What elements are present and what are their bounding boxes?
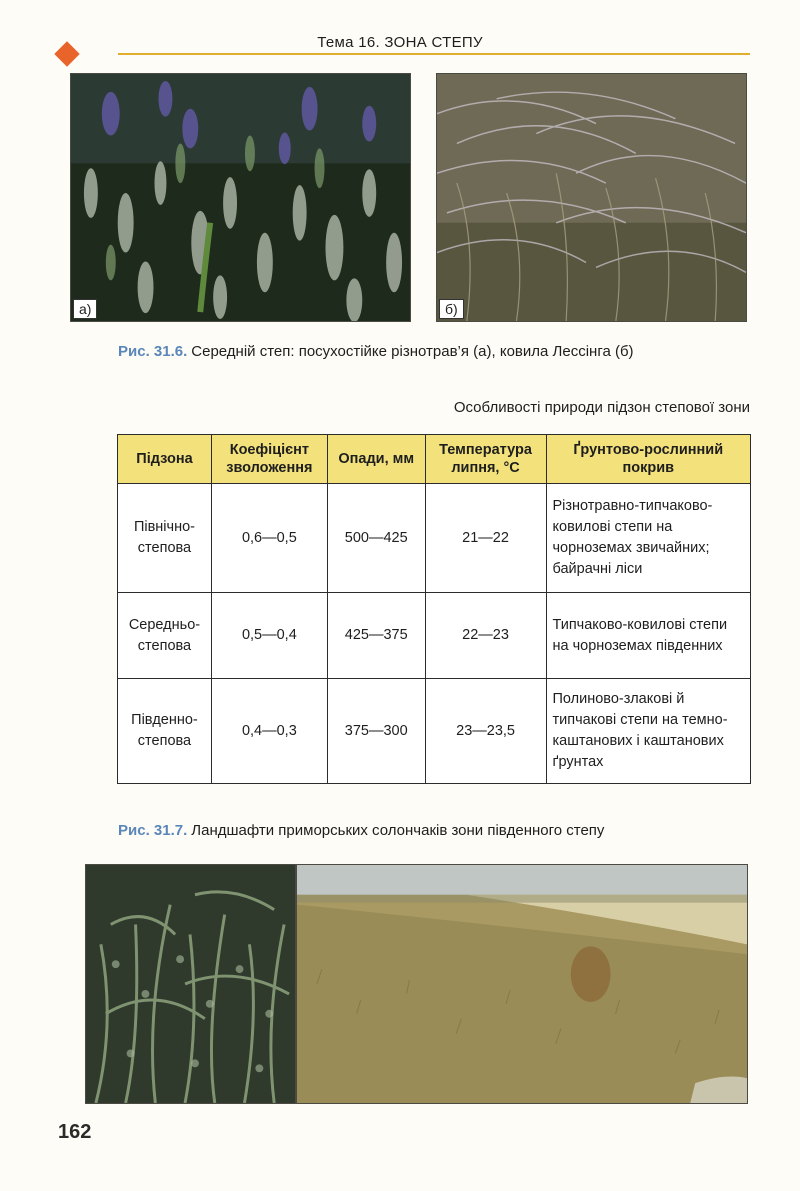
figure-31-6-number: Рис. 31.6. xyxy=(118,343,188,360)
header-precipitation: Опади, мм xyxy=(327,435,425,484)
page-header-title: Тема 16. ЗОНА СТЕПУ xyxy=(317,34,483,51)
photo-feather-grass-image xyxy=(437,74,746,321)
figure-31-7-caption xyxy=(118,822,604,839)
photo-forbs xyxy=(70,73,411,322)
table-title: Особливості природи підзон степової зони xyxy=(453,399,750,416)
photo-saltmarsh-landscape xyxy=(296,864,748,1104)
header-soil-vegetation: Ґрунтово-рослинний покрив xyxy=(546,435,751,484)
cell-subzone: Середньо-степова xyxy=(118,593,212,679)
photo-label-a: а) xyxy=(73,299,97,319)
figure-31-7-number: Рис. 31.7. xyxy=(118,822,188,839)
cell-soil-vegetation: Різнотравно-типчаково-ковилові степи на чорноземах звичайних; байрачні ліси xyxy=(546,484,751,593)
table-row xyxy=(118,593,751,679)
photo-saltmarsh-landscape-image xyxy=(297,865,747,1103)
header-july-temperature: Температура липня, °С xyxy=(425,435,546,484)
table-header-row xyxy=(118,435,751,484)
header-moisture-coefficient: Коефіцієнт зволоження xyxy=(211,435,327,484)
photo-label-b: б) xyxy=(439,299,464,319)
cell-july-temperature: 23—23,5 xyxy=(425,679,546,784)
cell-subzone: Південно-степова xyxy=(118,679,212,784)
photo-saltmarsh-plants xyxy=(85,864,296,1104)
table-row xyxy=(118,679,751,784)
cell-moisture-coefficient: 0,5—0,4 xyxy=(211,593,327,679)
header-rule xyxy=(118,53,750,55)
figure-31-6-caption xyxy=(118,343,634,360)
cell-precipitation: 375—300 xyxy=(327,679,425,784)
figure-31-7-text: Ландшафти приморських солончаків зони південного степу xyxy=(191,822,605,839)
cell-soil-vegetation: Типчаково-ковилові степи на чорноземах південних xyxy=(546,593,751,679)
figure-31-6-text: Середній степ: посухостійке різнотрав’я (а), ковила Лессінга (б) xyxy=(191,343,634,360)
cell-precipitation: 500—425 xyxy=(327,484,425,593)
cell-subzone: Північно-степова xyxy=(118,484,212,593)
photo-feather-grass xyxy=(436,73,747,322)
cell-moisture-coefficient: 0,6—0,5 xyxy=(211,484,327,593)
cell-moisture-coefficient: 0,4—0,3 xyxy=(211,679,327,784)
cell-precipitation: 425—375 xyxy=(327,593,425,679)
photo-saltmarsh-plants-image xyxy=(86,865,295,1103)
cell-soil-vegetation: Полиново-злакові й типчакові степи на темно-каштанових і каштанових ґрунтах xyxy=(546,679,751,784)
header-subzone: Підзона xyxy=(118,435,212,484)
photo-forbs-image xyxy=(71,74,410,321)
page-number: 162 xyxy=(58,1121,92,1143)
steppe-subzones-table xyxy=(117,434,751,784)
cell-july-temperature: 22—23 xyxy=(425,593,546,679)
table-row xyxy=(118,484,751,593)
cell-july-temperature: 21—22 xyxy=(425,484,546,593)
